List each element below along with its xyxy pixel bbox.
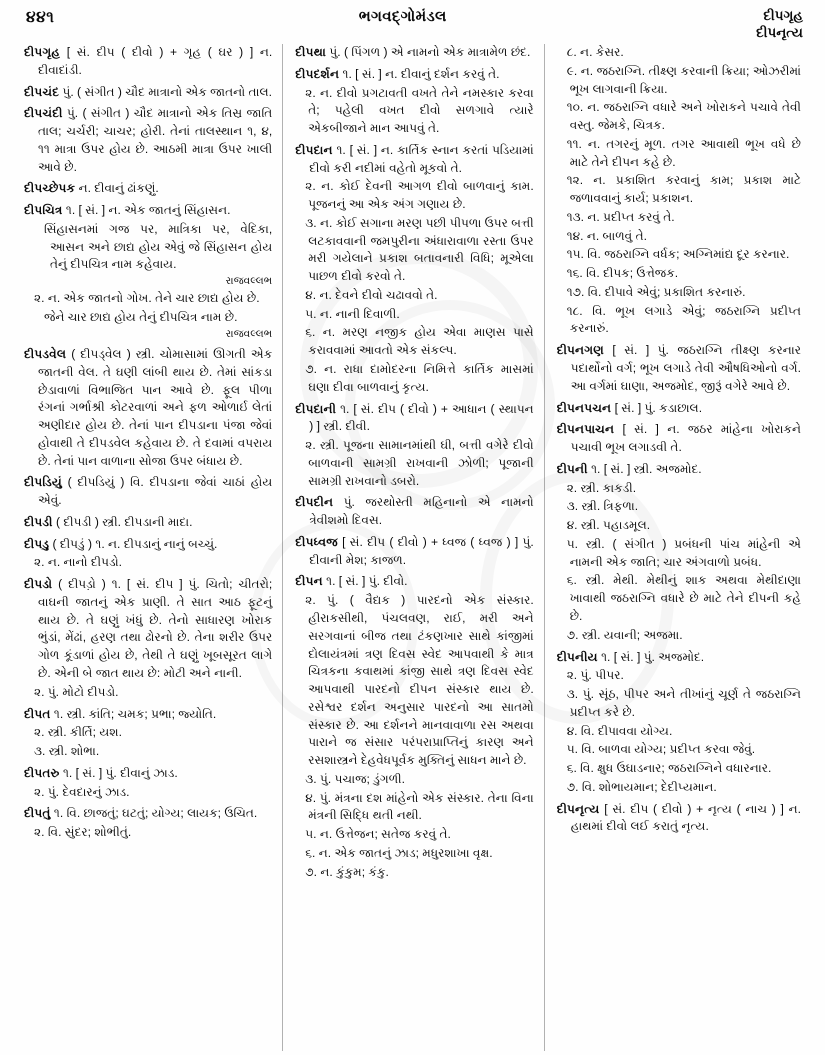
entry-sense	[295, 85, 533, 138]
entry-sense	[557, 99, 801, 135]
entry-definition	[557, 342, 801, 395]
entry-headword: દીપનીય	[556, 649, 598, 664]
entry-text: ૧૮. વિ. ભૂખ લગાડે એવું; જઠરાગ્નિ પ્રદીપ્ત કરનારું.	[566, 303, 801, 336]
entry-definition	[557, 421, 801, 457]
entry-definition	[24, 474, 272, 510]
entry-definition	[24, 105, 272, 176]
entry-sense	[295, 592, 533, 770]
entry-text: [ સં. દીપ ( દીવો ) + નૃત્ય ( નાચ ) ] ન. હાથમાં દીવો લઈ કરાતું નૃત્ય.	[570, 801, 801, 834]
entry-headword: દીપનગણ	[556, 343, 604, 358]
entry-text: ૨. ન. નાનો દીપડો.	[34, 555, 123, 570]
entry-text: ૨. પું. પીપર.	[566, 668, 624, 683]
entry-headword: દીપદાની	[295, 401, 337, 416]
entry-definition	[557, 400, 801, 418]
guide-word-last: દીપનૃત્ય	[756, 24, 803, 40]
entry-headword: દીપગૃહ	[24, 45, 61, 59]
entry-text: ૧૬. વિ. દીપક; ઉત્તેજક.	[566, 266, 679, 281]
guide-word-first: દીપગૃહ	[763, 8, 803, 23]
entry-sense	[295, 287, 533, 305]
dictionary-entry	[295, 494, 533, 530]
entry-definition	[295, 494, 533, 530]
dictionary-entry	[24, 84, 272, 102]
entry-text: ૧. [ સં. ] ન. એક જાતનું સિંહાસન.	[65, 203, 231, 218]
entry-sense	[24, 684, 272, 702]
text-column-3	[545, 44, 811, 1051]
entry-sense	[295, 361, 533, 397]
entry-text: ૧. [ સં. દીપ ( દીવો ) + આધાન ( સ્થાપન ) ] સ્ત્રી. દીવી.	[309, 401, 534, 434]
dictionary-entry	[557, 461, 801, 645]
entry-text: ૨. સ્ત્રી. પૂજના સામાનમાંથી ઘી, બત્તી વગેરે દીવો બાળવાની સામગ્રી રાખવાની ઝોળી; પૂજાની સામગ્રી રાખવાનો ડબરો.	[305, 438, 534, 488]
entry-text: [ સં. ] પું. જઠરાગ્નિ તીક્ષ્ણ કરનાર પદાર્થોનો વર્ગ; ભૂખ લગાડે તેવી ઔષધિઓનો વર્ગ. આ વર્ગમાં ઘાણા, અજમોદ, જીરૂં વગેરે આવે છે.	[570, 343, 801, 393]
dictionary-entry	[24, 706, 272, 761]
entry-sense	[295, 215, 533, 286]
entry-headword: દીપચંદી	[24, 106, 63, 121]
entry-definition	[24, 84, 272, 102]
dictionary-entry	[295, 573, 533, 881]
entry-definition	[295, 66, 533, 84]
entry-sense	[557, 572, 801, 625]
entry-text: પું. ( સંગીત ) ચૌદ માત્રાનો એક જાતનો તાલ.	[62, 84, 272, 99]
entry-text: ૭. ન. કુંકુમ; કંકુ.	[305, 864, 389, 879]
entry-sense	[557, 265, 801, 283]
entry-sense	[557, 136, 801, 172]
entry-text: ૧૩. ન. પ્રદીપ્ત કરવું તે.	[566, 209, 675, 224]
entry-sense	[557, 667, 801, 685]
entry-text: ૪. વિ. દીપાવવા યોગ્ય.	[566, 723, 673, 738]
entry-sense	[24, 824, 272, 842]
dictionary-entry	[557, 400, 801, 418]
entry-text: ૯. ન. જઠરાગ્નિ. તીક્ષ્ણ કરવાની ક્રિયા; ઓઝરીમાં ભૂખ લાગવાની ક્રિયા.	[566, 63, 801, 96]
entry-text: પું. ( સંગીત ) ચૌદ માત્રાનો એક તિસ્ર જાતિ તાલ; ચર્ચરી; ચાચર; હોરી. તેનાં તાલસ્થાન ૧, ૪, ૧૧ માત્રા ઉપર હોય છે. આઠમી માત્રા ઉપર ખાલી આવે છે.	[38, 106, 273, 174]
dictionary-entry	[557, 44, 801, 338]
entry-headword: દીપતરુ	[24, 765, 60, 780]
entry-text: ૭. ન. રાધા દામોદરના નિમિત્તે કાર્તિક માસમાં ઘણા દીવા બાળવાનું કૃત્ય.	[305, 362, 534, 394]
entry-sense	[24, 784, 272, 802]
entry-text: ૨. સ્ત્રી. કાકડી.	[566, 480, 637, 495]
entry-headword: દીપનપાચન	[556, 422, 615, 437]
entry-definition	[24, 805, 272, 823]
source-citation: રાજવલ્લભ	[225, 276, 273, 288]
entry-text: ૧૦. ન. જઠરાગ્નિ વધારે અને ખોરાકને પચાવે તેવી વસ્તુ. જેમકે, ચિત્રક.	[566, 100, 801, 133]
entry-text: ૧૨. ન. પ્રકાશિત કરવાનું કામ; પ્રકાશ માટે જળાવવાનું કાર્ય; પ્રકાશન.	[566, 173, 801, 206]
entry-sense	[295, 864, 533, 882]
entry-text: સિંહાસનમાં ગજ પર, માત્રિકા પર, વેદિકા, આસન અને છાદ્ય હોય એવું જે સિંહાસન હોય તેનું દીપચિત્ર નામ કહેવાય.	[44, 221, 273, 272]
entry-headword: દીપન	[295, 574, 323, 589]
entry-text: ૧. વિ. છાજતું; ઘટતું; યોગ્ય; લાયક; ઉચિત.	[53, 806, 258, 821]
dictionary-entry	[24, 346, 272, 470]
entry-quotation	[24, 221, 272, 274]
entry-text: ૨. વિ. સુંદર; શોભીતું.	[34, 825, 132, 840]
book-title: ભગવદ્ગોમંડલ	[358, 8, 447, 25]
entry-definition	[24, 706, 272, 724]
dictionary-entry	[24, 765, 272, 802]
entry-text: ૬. સ્ત્રી. મેથી. મેથીનું શાક અથવા મેથીદાણા ખાવાથી જઠરાગ્નિ વધારે છે માટે તેને દીપની કહે છે.	[566, 573, 801, 623]
entry-text: [ સં. ] પું. કડાછાલ.	[614, 400, 703, 415]
entry-sense	[557, 172, 801, 208]
entry-definition	[24, 180, 272, 198]
entry-definition	[295, 534, 533, 570]
entry-text: ( દીપડી ) સ્ત્રી. દીપડાની માદા.	[56, 514, 193, 529]
entry-text: ૭. સ્ત્રી. યવાની; અજમા.	[566, 627, 683, 642]
entry-sense	[24, 290, 272, 308]
entry-definition	[24, 44, 272, 80]
entry-text: ૧. [ સં. ] ન. કાર્તિક સ્નાન કરતાં પડિયામાં દીવો કરી નદીમાં વહેતો મૂકવો તે.	[309, 142, 534, 175]
dictionary-entry	[24, 44, 272, 80]
entry-sense	[24, 724, 272, 742]
entry-sense	[295, 437, 533, 490]
entry-text: ૬. ન. એક જાતનું ઝાડ; મધુરશાખા વૃક્ષ.	[305, 845, 493, 860]
entry-text: ૨. પું. મોટો દીપડો.	[34, 684, 119, 699]
entry-headword: દીપડિયું	[24, 475, 62, 490]
entry-text: ૩. સ્ત્રી. ત્રિફળા.	[566, 499, 639, 514]
dictionary-entry	[295, 401, 533, 491]
entry-text: ૩. પું. પચાજ; ડુંગળી.	[305, 771, 405, 786]
entry-sense	[24, 743, 272, 761]
entry-text: ૧. [ સં. ] પું. અજમોદ.	[601, 649, 705, 664]
entry-text: ૧૫. વિ. જઠરાગ્નિ વર્ધક; અગ્નિમાંદ્ય દૂર કરનાર.	[566, 247, 790, 262]
entry-sense	[557, 760, 801, 778]
entry-headword: દીપડો	[24, 577, 53, 592]
entry-text: ૧. સ્ત્રી. કાંતિ; ચમક; પ્રભા; જ્યોતિ.	[53, 706, 217, 721]
entry-sense	[24, 554, 272, 572]
entry-sense	[557, 779, 801, 797]
dictionary-entry	[24, 202, 272, 342]
dictionary-entry	[24, 805, 272, 842]
entry-sense	[557, 517, 801, 535]
entry-definition	[295, 401, 533, 437]
entry-text: [ સં. ] ન. જઠર માંહેના ખોરાકને પચાવી ભૂખ લગાડવી તે.	[570, 422, 801, 455]
entry-text: ૩. પું. સૂંઠ, પીપર અને તીખાંનું ચૂર્ણ તે જઠરાગ્નિ પ્રદીપ્ત કરે છે.	[566, 687, 801, 719]
entry-text: જેને ચાર છાદ્ય હોય તેનું દીપચિત્ર નામ છે.	[44, 310, 238, 325]
entry-text: ૨. સ્ત્રી. કીર્તિ; યશ.	[34, 725, 122, 740]
text-column-1	[18, 44, 282, 1051]
entry-sense	[557, 44, 801, 62]
entry-text: ૧. [ સં. ] ન. દીવાનું દર્શન કરવું તે.	[342, 66, 500, 81]
entry-sense	[557, 627, 801, 645]
entry-text: [ સં. દીપ ( દીવો ) + ગૃહ ( ઘર ) ] ન. દીવાદાંડી.	[38, 45, 273, 77]
entry-headword: દીપદાન	[295, 142, 333, 157]
entry-text: ૨. ન. દીવો પ્રગટાવતી વખતે તેને નમસ્કાર કરવા તે; પહેલી વખત દીવો સળગાવે ત્યારે એકબીજાને માન આપવું તે.	[305, 85, 534, 136]
entry-sense	[557, 246, 801, 264]
column-container	[0, 44, 825, 1051]
entry-headword: દીપધ્વજ	[295, 534, 338, 549]
entry-sense	[295, 324, 533, 360]
entry-text: ૨. પું. દેવદારનું ઝાડ.	[34, 784, 130, 799]
entry-headword: દીપદર્શન	[295, 66, 340, 81]
entry-text: ૧. [ સં. ] સ્ત્રી. અજમોદ.	[591, 461, 702, 476]
entry-text: ૧. [ સં. ] પું. દીવાનું ઝાડ.	[62, 765, 178, 780]
entry-text: ૮. ન. કેસર.	[566, 45, 624, 59]
entry-headword: દીપનૃત્ય	[556, 801, 600, 816]
entry-headword: દીપત	[24, 706, 51, 721]
dictionary-entry	[295, 142, 533, 397]
entry-text: પું. ( પિંગળ ) એ નામનો એક માત્રામેળ છંદ.	[329, 45, 531, 59]
entry-text: ૩. સ્ત્રી. શોભા.	[34, 744, 100, 759]
entry-text: ૨. ન. કોઈ દેવની આગળ દીવો બાળવાનું કામ. પૂજનનું આ એક અંગ ગણાય છે.	[305, 179, 534, 212]
entry-sense	[557, 723, 801, 741]
entry-text: ૨. ન. એક જાતનો ગોખ. તેને ચાર છાદ્ય હોય છે.	[34, 291, 260, 306]
dictionary-entry	[24, 474, 272, 510]
entry-text: ૪. પું. મંત્રના દશ માંહેનો એક સંસ્કાર. તેના વિના મંત્રની સિદ્ધિ થતી નથી.	[305, 790, 534, 823]
entry-text: ૪. સ્ત્રી. પહાડમૂલ.	[566, 518, 651, 533]
dictionary-entry	[24, 536, 272, 573]
entry-headword: દીપડી	[24, 514, 53, 529]
page-header	[0, 0, 825, 44]
entry-sense	[557, 209, 801, 227]
dictionary-entry	[557, 801, 801, 837]
dictionary-entry	[24, 576, 272, 701]
dictionary-entry	[295, 534, 533, 570]
entry-text: ૫. વિ. બાળવા યોગ્ય; પ્રદીપ્ત કરવા જેવું.	[566, 742, 756, 757]
entry-definition	[24, 202, 272, 220]
entry-sense	[295, 178, 533, 214]
entry-headword: દીપચિત્ર	[24, 203, 63, 218]
entry-text: ( દીપડું ) ૧. ન. દીપડાનું નાનું બચ્ચું.	[52, 536, 218, 551]
entry-sense	[557, 228, 801, 246]
entry-definition	[557, 801, 801, 837]
entry-text: ન. દીવાનું ઢાંકણું.	[78, 181, 159, 196]
entry-quotation	[24, 309, 272, 327]
entry-headword: દીપદીન	[295, 495, 334, 510]
entry-definition	[557, 461, 801, 479]
entry-definition	[557, 649, 801, 667]
entry-text: ૫. ન. ઉત્તેજન; સતેજ કરવું તે.	[305, 827, 451, 842]
dictionary-entry	[557, 649, 801, 797]
dictionary-entry	[295, 66, 533, 138]
entry-headword: દીપડુ	[24, 536, 50, 551]
entry-definition	[24, 536, 272, 554]
entry-definition	[295, 142, 533, 178]
entry-definition	[24, 765, 272, 783]
entry-text: ૧૭. વિ. દીપાવે એવું; પ્રકાશિત કરનારું.	[566, 284, 746, 299]
entry-headword: દીપની	[556, 461, 588, 476]
page-number: ૪૪૧	[26, 9, 55, 26]
entry-text: ૨. પું. ( વૈદ્યક ) પારદનો એક સંસ્કાર. હીરાકસીથી, પંચલવણ, રાઈ, મરી અને સરગવાનાં બીજ તથા ટંકણખાર સાથે કાંજીમાં દોલાયંત્રમાં ત્રણ દિવસ સ્વેદ આપવાથી કે માત્ર ચિત્રકના કવાથમાં કાંજી સાથે ત્રણ દિવસ સ્વેદ આપવાથી પારદનો દીપન સંસ્કાર થાય છે. રસેશ્વર દર્શન અનુસાર પારદનો આ સાતમો સંસ્કાર છે. આ દર્શનને માનવાવાળા રસ અથવા પારાને જ સંસાર પરંપરાપ્રાપ્તિનું કારણ અને રસશાસ્ત્રને દેહવેધપૂર્વક મુક્તિનું સાધન માને છે.	[305, 593, 534, 768]
entry-text: ૧૧. ન. તગરનું મૂળ. તગર આવાથી ભૂખ વધે છે માટે તેને દીપન કહે છે.	[566, 136, 801, 169]
entry-sense	[557, 284, 801, 302]
entry-headword: દીપતું	[24, 806, 51, 821]
entry-headword: દીપચ્છેપક	[24, 181, 76, 196]
entry-sense	[557, 303, 801, 339]
entry-text: ૬. ન. મરણ નજીક હોય એવા માણસ પાસે કરાવવામાં આવતો એક સંકલ્પ.	[305, 325, 534, 358]
dictionary-entry	[24, 105, 272, 176]
entry-sense	[557, 498, 801, 516]
entry-text: ( દીપડિયું ) વિ. દીપડાના જેવાં ચાઠાં હોય એવું.	[38, 475, 273, 508]
entry-text: ૭. વિ. શોભાયમાન; દેદીપ્યમાન.	[566, 779, 717, 794]
entry-text: ૧. [ સં. ] પું. દીવો.	[326, 574, 408, 589]
dictionary-entry	[24, 514, 272, 532]
entry-definition	[295, 573, 533, 591]
entry-definition	[24, 514, 272, 532]
entry-sense	[557, 63, 801, 99]
entry-text: ૩. ન. કોઈ સગાના મરણ પછી પીપળા ઉપર બત્તી લટકાવવાની જમપુરીના અંધારાવાળા રસ્તા ઉપર મરી ગયેલાને પ્રકાશ બતાવનારી વિધિ; મૂએલા પાછળ દીવો કરવો તે.	[305, 215, 534, 284]
entry-text: ( દીપડ઼ો ) ૧. [ સં. દીપ ] પું. ચિતો; ચીતરો; વાઘની જાતનું એક પ્રાણી. તે સાત આઠ ફૂટનું થાય છે. તે ઘણું ખંધું છે. તેનો સાધારણ ખોરાક ભુંડાં, મેંઢાં, હરણ તથા ઢોરનો છે. તેના શરીર ઉપર ગોળ કૂંડાળાં હોય છે, તેથી તે ઘણું ખૂબસૂરત લાગે છે. એની બે જાત થાય છે: મોટી અને નાની.	[38, 577, 273, 680]
entry-text: ૧૪. ન. બાળવું તે.	[566, 228, 647, 243]
dictionary-entry	[557, 342, 801, 395]
text-column-2	[282, 44, 544, 1051]
guide-words	[711, 8, 803, 42]
entry-sense	[295, 826, 533, 844]
entry-text: ૬. વિ. ક્ષુધ ઉઘાડનાર; જઠરાગ્નિને વધારનાર.	[566, 761, 772, 776]
dictionary-entry	[295, 44, 533, 62]
entry-sense	[295, 306, 533, 324]
entry-text: [ સં. દીપ ( દીવો ) + ધ્વજ ( ધ્વજ ) ] પું. દીવાની મેશ; કાજળ.	[309, 534, 534, 567]
entry-headword: દીપચંદ	[24, 84, 60, 99]
dictionary-entry	[557, 421, 801, 457]
entry-sense	[557, 536, 801, 572]
entry-text: ( દીપડ્વેલ ) સ્ત્રી. ચોમાસામાં ઊગતી એક જાતની વેલ. તે ઘણી લાંબી થાય છે. તેમાં સાંકડા છેડાવાળાં વિભાજિત પાન આવે છે. ફૂલ પીળા રંગનાં ગર્ભાશ્રી કોટરવાળાં અને ફળ ઓળાર્ઇ લેતાં અણીદાર હોય છે. તેનાં પાન દીપડાના પંજા જેવાં હોવાથી તે દીપડવેલ કહેવાય છે. તે દવામાં વપરાય છે. તેનાં પાન વાળાના સોજા ઉપર બંધાય છે.	[38, 346, 273, 468]
entry-sense	[557, 480, 801, 498]
entry-text: ૫. સ્ત્રી. ( સંગીત ) પ્રબંધની પાંચ માંહેની એ નામની એક જાતિ; ચાર અંગવાળો પ્રબંધ.	[566, 536, 801, 569]
entry-definition	[24, 346, 272, 470]
entry-text: ૪. ન. દેવને દીવો ચઢાવવો તે.	[305, 287, 438, 302]
dictionary-entry	[24, 180, 272, 198]
entry-sense	[557, 741, 801, 759]
source-citation: રાજવલ્લભ	[225, 328, 273, 340]
entry-sense	[295, 771, 533, 789]
entry-definition	[295, 44, 533, 62]
entry-text: પું. જરથોસ્તી મહિનાનો એ નામનો ત્રેવીશમો દિવસ.	[309, 495, 534, 528]
entry-headword: દીપડવેલ	[24, 346, 67, 361]
entry-text: ૫. ન. નાની દિવાળી.	[305, 306, 400, 321]
entry-definition	[24, 576, 272, 683]
entry-headword: દીપથા	[295, 45, 326, 59]
entry-sense	[295, 845, 533, 863]
entry-headword: દીપનપચન	[556, 400, 612, 415]
entry-sense	[295, 790, 533, 826]
entry-sense	[557, 686, 801, 722]
